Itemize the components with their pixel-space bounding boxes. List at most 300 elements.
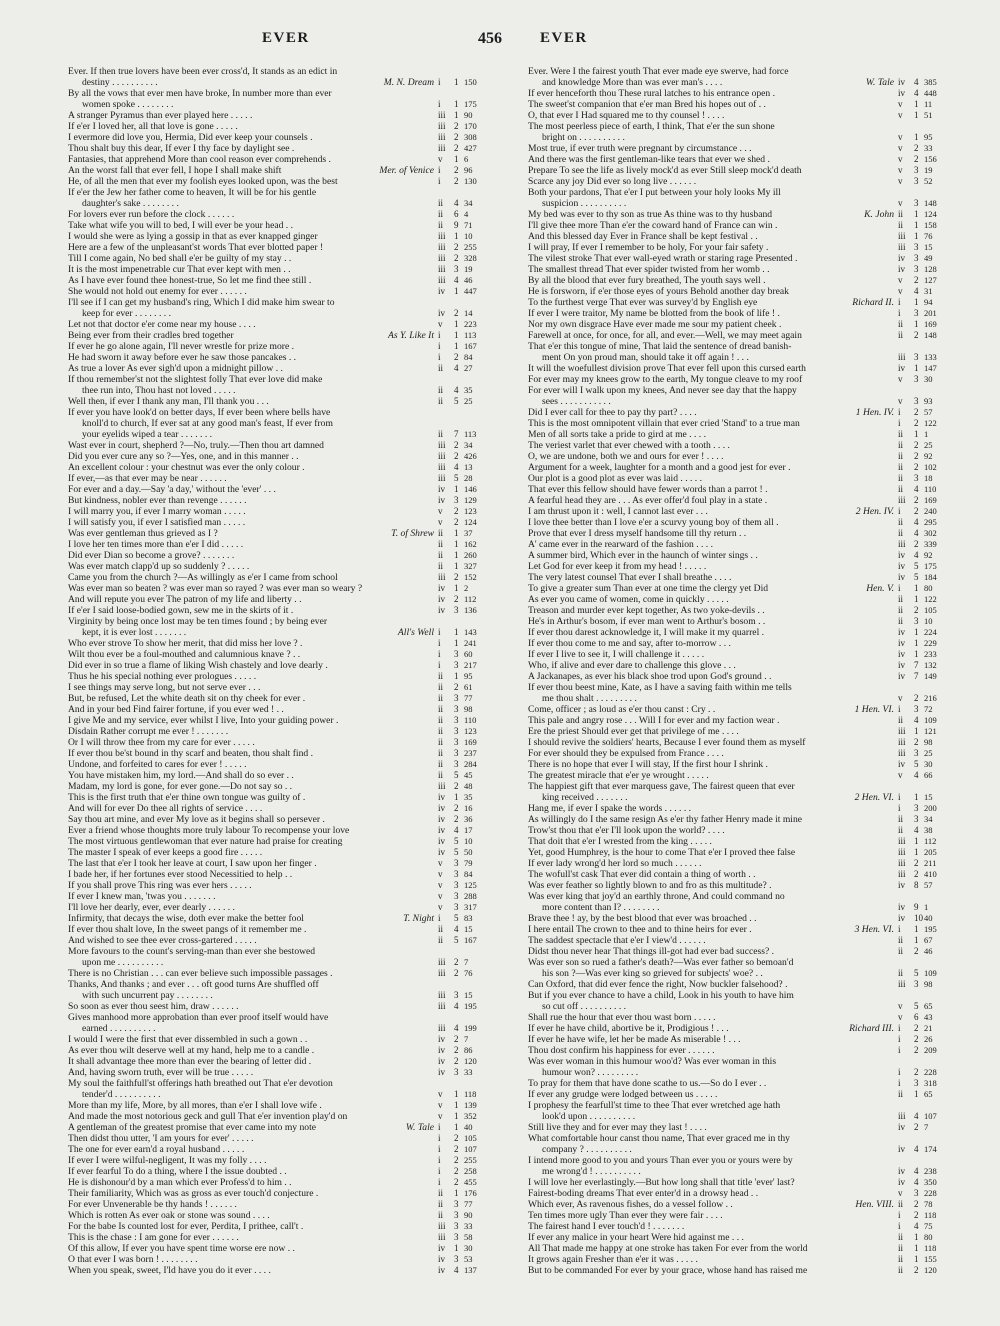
entry-act: iii	[898, 1112, 906, 1121]
entry-scene: 5	[914, 573, 919, 582]
entry-reference	[894, 177, 946, 187]
entry-text: For ever Unvenerable be thy hands ! . . . . . .	[68, 1200, 237, 1210]
concordance-entry	[68, 1123, 486, 1134]
concordance-entry	[68, 826, 486, 837]
entry-line: 132	[924, 661, 937, 670]
entry-scene: 1	[914, 320, 919, 329]
concordance-entry	[528, 716, 946, 727]
concordance-entry	[528, 496, 946, 507]
entry-reference	[434, 353, 486, 363]
entry-reference	[894, 980, 946, 990]
entry-text: Argument for a week, laughter for a month and a good jest for ever .	[528, 463, 791, 473]
entry-line: 96	[464, 166, 473, 175]
entry-scene: 4	[454, 276, 459, 285]
entry-line: 137	[464, 1266, 477, 1275]
entry-text: Prepare To see the life as lively mock'd as ever Still sleep mock'd death	[528, 166, 802, 176]
entry-line: 90	[464, 111, 473, 120]
entry-text: women spoke . . . . . . . .	[82, 100, 174, 110]
entry-play-title: 2 Hen. VI.	[854, 793, 894, 803]
entry-act: iii	[438, 111, 446, 120]
entry-act: iii	[898, 749, 906, 758]
entry-line: 33	[924, 144, 933, 153]
concordance-entry	[68, 936, 486, 947]
entry-act: ii	[438, 683, 444, 692]
entry-scene: 3	[454, 705, 459, 714]
concordance-entry	[528, 705, 946, 716]
entry-line: 13	[464, 463, 473, 472]
entry-line: 260	[464, 551, 477, 560]
concordance-entry	[68, 1068, 486, 1079]
entry-text: Let not that doctor e'er come near my house . . . .	[68, 320, 256, 330]
entry-scene: 1	[914, 650, 919, 659]
entry-line: 46	[924, 947, 933, 956]
entry-scene: 2	[454, 804, 459, 813]
entry-line: 25	[924, 749, 933, 758]
entry-reference	[894, 650, 946, 660]
entry-line: 427	[464, 144, 477, 153]
entry-scene: 5	[454, 474, 459, 483]
concordance-entry	[528, 980, 946, 991]
entry-reference	[434, 1079, 486, 1089]
concordance-entry	[528, 89, 946, 100]
entry-scene: 2	[914, 859, 919, 868]
entry-scene: 4	[454, 1002, 459, 1011]
entry-text: A Jackanapes, as ever his black shoe trod upon God's ground . .	[528, 672, 772, 682]
entry-text: He's in Arthur's bosom, if ever man went to Arthur's bosom . .	[528, 617, 766, 627]
entry-scene: 2	[454, 1145, 459, 1154]
entry-line: 15	[464, 991, 473, 1000]
entry-play-title: All's Well	[397, 628, 434, 638]
entry-line: 288	[464, 892, 477, 901]
entry-text: If you shall prove This ring was ever hers . . . . .	[68, 881, 252, 891]
entry-reference	[894, 1211, 946, 1221]
entry-scene: 5	[914, 760, 919, 769]
entry-line: 86	[464, 1046, 473, 1055]
entry-text: If ever fearful To do a thing, where I the issue doubted . .	[68, 1167, 287, 1177]
entry-line: 426	[464, 452, 477, 461]
entry-text: Thanks, And thanks ; and ever . . . oft good turns Are shuffled off	[68, 980, 319, 990]
entry-scene: 2	[454, 166, 459, 175]
entry-line: 105	[924, 606, 937, 615]
entry-line: 77	[464, 1200, 473, 1209]
entry-reference	[434, 573, 486, 583]
entry-scene: 1	[914, 364, 919, 373]
entry-text: To give a greater sum Than ever at one time the clergy yet Did	[528, 584, 769, 594]
entry-scene: 1	[914, 925, 919, 934]
entry-reference	[434, 1035, 486, 1045]
entry-text: I'll love her dearly, ever, ever dearly . . . . . .	[68, 903, 235, 913]
concordance-entry	[68, 419, 486, 430]
entry-reference	[894, 243, 946, 253]
concordance-entry	[68, 496, 486, 507]
entry-reference	[434, 925, 486, 935]
entry-line: 15	[924, 243, 933, 252]
entry-scene: 1	[454, 628, 459, 637]
entry-line: 124	[924, 210, 937, 219]
entry-scene: 1	[454, 1123, 459, 1132]
entry-line: 237	[464, 749, 477, 758]
concordance-entry	[68, 287, 486, 298]
entry-text: Madam, my lord is gone, for ever gone.—Do not say so . .	[68, 782, 293, 792]
entry-scene: 3	[454, 991, 459, 1000]
entry-scene: 2	[454, 595, 459, 604]
entry-text: As ever thou wilt deserve well at my hand, help me to a candle .	[68, 1046, 315, 1056]
entry-reference	[434, 1046, 486, 1056]
entry-act: iv	[438, 804, 446, 813]
entry-text: earned . . . . . . . . . .	[82, 1024, 156, 1034]
entry-line: 27	[464, 364, 473, 373]
entry-scene: 3	[914, 243, 919, 252]
entry-act: i	[898, 408, 901, 417]
entry-scene: 1	[454, 100, 459, 109]
concordance-entry	[68, 1145, 486, 1156]
concordance-entry	[528, 1046, 946, 1057]
entry-text: Say thou art mine, and ever My love as it begins shall so persever .	[68, 815, 325, 825]
entry-text: As willingly do I the same resign As e'er thy father Henry made it mine	[528, 815, 803, 825]
entry-reference	[434, 1233, 486, 1243]
concordance-entry	[68, 980, 486, 991]
entry-scene: 1	[914, 133, 919, 142]
entry-line: 308	[464, 133, 477, 142]
entry-scene: 3	[914, 1189, 919, 1198]
entry-reference	[434, 1244, 486, 1254]
entry-text: bright on . . . . . . . . . .	[542, 133, 625, 143]
entry-reference	[894, 210, 946, 220]
entry-text: For the babe Is counted lost for ever, Perdita, I prithee, call't .	[68, 1222, 304, 1232]
entry-line: 76	[924, 232, 933, 241]
entry-scene: 5	[454, 837, 459, 846]
concordance-entry	[68, 177, 486, 188]
concordance-entry	[528, 166, 946, 177]
entry-reference	[894, 529, 946, 539]
entry-text: All That made me happy at one stroke has taken For ever from the world	[528, 1244, 808, 1254]
entry-reference	[894, 1079, 946, 1089]
entry-act: ii	[438, 925, 444, 934]
entry-text: When you speak, sweet, I'ld have you do it ever . . . .	[68, 1266, 271, 1276]
entry-act: iv	[898, 562, 906, 571]
entry-scene: 1	[454, 1244, 459, 1253]
entry-act: v	[438, 903, 443, 912]
entry-reference	[434, 540, 486, 550]
entry-reference	[894, 254, 946, 264]
entry-line: 6	[464, 155, 469, 164]
entry-text: upon me . . . . . . . . . .	[82, 958, 164, 968]
entry-reference	[894, 474, 946, 484]
entry-reference	[894, 892, 946, 902]
entry-text: tender'd . . . . . . . . . .	[82, 1090, 161, 1100]
entry-act: i	[898, 419, 901, 428]
concordance-entry	[68, 837, 486, 848]
entry-text: This is the first truth that e'er thine own tongue was guilty of .	[68, 793, 306, 803]
entry-reference	[894, 584, 946, 594]
entry-scene: 1	[914, 100, 919, 109]
entry-reference	[894, 738, 946, 748]
entry-reference	[434, 991, 486, 1001]
entry-reference	[434, 969, 486, 979]
entry-reference	[894, 661, 946, 671]
entry-scene: 3	[454, 265, 459, 274]
entry-text: If ever you have look'd on better days, If ever been where bells have	[68, 408, 331, 418]
entry-scene: 1	[914, 232, 919, 241]
entry-scene: 3	[914, 815, 919, 824]
entry-scene: 2	[454, 815, 459, 824]
concordance-entry	[528, 210, 946, 221]
entry-scene: 4	[454, 364, 459, 373]
entry-act: i	[438, 1145, 441, 1154]
entry-line: 224	[924, 628, 937, 637]
concordance-entry	[528, 892, 946, 903]
entry-act: ii	[898, 529, 904, 538]
entry-reference	[894, 617, 946, 627]
concordance-entry	[68, 1178, 486, 1189]
concordance-entry	[68, 133, 486, 144]
entry-reference	[894, 914, 946, 924]
entry-line: 10	[924, 617, 933, 626]
entry-scene: 3	[454, 1211, 459, 1220]
entry-act: ii	[438, 1189, 444, 1198]
entry-text: If ever I live to see it, I will challenge it . . . . .	[528, 650, 705, 660]
concordance-entry	[68, 925, 486, 936]
entry-reference	[434, 320, 486, 330]
entry-line: 95	[924, 133, 933, 142]
entry-line: 31	[924, 287, 933, 296]
entry-scene: 1	[454, 1090, 459, 1099]
entry-scene: 2	[914, 738, 919, 747]
entry-scene: 2	[914, 1200, 919, 1209]
entry-play-title: 2 Hen. IV.	[855, 507, 894, 517]
entry-text: Their familiarity, Which was as gross as ever touch'd conjecture .	[68, 1189, 319, 1199]
entry-reference	[434, 474, 486, 484]
entry-text: More favours to the count's serving-man than ever she bestowed	[68, 947, 316, 957]
entry-reference	[434, 67, 486, 77]
entry-act: i	[438, 166, 441, 175]
entry-play-title: Mer. of Venice	[379, 166, 434, 176]
entry-line: 113	[464, 430, 477, 439]
concordance-entry	[68, 562, 486, 573]
entry-text: He had sworn it away before ever he saw those pancakes . .	[68, 353, 297, 363]
entry-line: 30	[464, 1244, 473, 1253]
entry-line: 146	[464, 485, 477, 494]
entry-reference	[894, 155, 946, 165]
entry-text: The veriest varlet that ever chewed with a tooth . . . .	[528, 441, 730, 451]
entry-text: Yet, good Humphrey, is the hour to come That e'er I proved thee false	[528, 848, 796, 858]
entry-act: iii	[898, 859, 906, 868]
entry-text: Prove that ever I dress myself handsome till thy return . .	[528, 529, 747, 539]
entry-text: It is the most impenetrable cur That ever kept with men . .	[68, 265, 291, 275]
entry-reference	[894, 419, 946, 429]
concordance-entry	[528, 474, 946, 485]
entry-text: Well then, if ever I thank any man, I'll thank you . . .	[68, 397, 269, 407]
entry-act: ii	[898, 210, 904, 219]
entry-reference	[894, 1123, 946, 1133]
entry-act: ii	[438, 1200, 444, 1209]
entry-line: 65	[924, 1090, 933, 1099]
entry-scene: 1	[914, 848, 919, 857]
concordance-entry	[528, 837, 946, 848]
entry-scene: 9	[454, 221, 459, 230]
entry-line: 79	[464, 859, 473, 868]
entry-text: For ever may my knees grow to the earth, My tongue cleave to my roof	[528, 375, 803, 385]
entry-text: If ever thou shalt love, In the sweet pangs of it remember me .	[68, 925, 307, 935]
entry-scene: 3	[454, 1233, 459, 1242]
entry-line: 94	[924, 298, 933, 307]
entry-reference	[894, 386, 946, 396]
concordance-entry	[528, 309, 946, 320]
entry-text: Did ever Dian so become a grove? . . . . . . .	[68, 551, 235, 561]
entry-act: ii	[438, 430, 444, 439]
entry-scene: 4	[914, 1222, 919, 1231]
entry-line: 1	[924, 903, 929, 912]
entry-scene: 3	[454, 760, 459, 769]
entry-act: ii	[898, 815, 904, 824]
entry-act: ii	[438, 760, 444, 769]
entry-line: 4	[464, 210, 469, 219]
entry-reference	[434, 936, 486, 946]
concordance-entry	[528, 870, 946, 881]
entry-reference	[434, 551, 486, 561]
entry-text: Gives manhood more approbation than ever proof itself would have	[68, 1013, 329, 1023]
concordance-entry	[528, 881, 946, 892]
entry-act: iv	[438, 309, 446, 318]
concordance-entry	[68, 628, 486, 639]
entry-act: ii	[438, 562, 444, 571]
entry-act: iii	[898, 980, 906, 989]
entry-scene: 3	[454, 892, 459, 901]
entry-line: 57	[924, 881, 933, 890]
entry-line: 228	[924, 1068, 937, 1077]
concordance-entry	[528, 1090, 946, 1101]
concordance-entry	[68, 947, 486, 958]
entry-reference	[434, 452, 486, 462]
entry-text: Did you ever cure any so ?—Yes, one, and in this manner . .	[68, 452, 299, 462]
entry-act: i	[438, 331, 441, 340]
entry-reference	[894, 320, 946, 330]
entry-text: If ever thou beest mine, Kate, as I have a saving faith within me tells	[528, 683, 792, 693]
concordance-entry	[68, 1035, 486, 1046]
entry-text: It will the woefullest division prove That ever fell upon this cursed earth	[528, 364, 806, 374]
entry-reference	[894, 1057, 946, 1067]
entry-act: ii	[438, 386, 444, 395]
entry-reference	[434, 1013, 486, 1023]
entry-act: iv	[438, 1255, 446, 1264]
concordance-entry	[528, 958, 946, 969]
entry-reference	[894, 441, 946, 451]
entry-scene: 2	[914, 144, 919, 153]
entry-scene: 3	[454, 606, 459, 615]
entry-text: By all the blood that ever fury breathed, The youth says well .	[528, 276, 766, 286]
entry-line: 92	[924, 452, 933, 461]
concordance-entry	[528, 1222, 946, 1233]
entry-act: ii	[438, 551, 444, 560]
entry-line: 195	[924, 925, 937, 934]
concordance-entry	[68, 738, 486, 749]
entry-line: 18	[924, 474, 933, 483]
entry-text: Was ever man so beaten ? was ever man so rayed ? was ever man so weary ?	[68, 584, 363, 594]
entry-line: 118	[924, 1244, 937, 1253]
entry-line: 43	[924, 1013, 933, 1022]
entry-reference	[434, 199, 486, 209]
entry-line: 10	[464, 837, 473, 846]
entry-line: 95	[464, 672, 473, 681]
concordance-entry	[68, 749, 486, 760]
entry-act: ii	[898, 463, 904, 472]
entry-line: 174	[924, 1145, 937, 1154]
entry-reference	[434, 529, 486, 539]
entry-act: i	[438, 1156, 441, 1165]
concordance-entry	[68, 111, 486, 122]
entry-scene: 5	[914, 1002, 919, 1011]
entry-reference	[894, 1156, 946, 1166]
concordance-entry	[68, 1189, 486, 1200]
entry-text: By all the vows that ever men have broke, In number more than ever	[68, 89, 332, 99]
concordance-entry	[528, 793, 946, 804]
entry-scene: 4	[914, 89, 919, 98]
entry-act: iv	[898, 89, 906, 98]
entry-line: 78	[924, 1200, 933, 1209]
entry-text: suspicion . . . . . . . . . .	[542, 199, 627, 209]
entry-text: And will repute you ever The patron of my life and liberty . .	[68, 595, 302, 605]
entry-act: iv	[898, 1145, 906, 1154]
entry-line: 385	[924, 78, 937, 87]
entry-scene: 4	[914, 1145, 919, 1154]
entry-reference	[434, 782, 486, 792]
entry-act: iv	[438, 793, 446, 802]
entry-act: i	[438, 353, 441, 362]
concordance-entry	[68, 89, 486, 100]
entry-scene: 1	[454, 551, 459, 560]
entry-text: Let God for ever keep it from my head ! . . . . .	[528, 562, 707, 572]
entry-text: Wast ever in court, shepherd ?—No, truly.—Then thou art damned	[68, 441, 324, 451]
entry-scene: 1	[914, 628, 919, 637]
concordance-entry	[68, 331, 486, 342]
entry-reference	[894, 309, 946, 319]
entry-act: v	[898, 177, 903, 186]
entry-act: iv	[438, 1046, 446, 1055]
entry-line: 127	[924, 276, 937, 285]
entry-scene: 2	[454, 1046, 459, 1055]
entry-text: And in your bed Find fairer fortune, if you ever wed ! . .	[68, 705, 284, 715]
entry-scene: 1	[914, 221, 919, 230]
entry-scene: 4	[454, 199, 459, 208]
entry-text: Shall rue the hour that ever thou wast born . . . . .	[528, 1013, 716, 1023]
entry-text: Who, if alive and ever dare to challenge this glove . . .	[528, 661, 736, 671]
entry-text: Ever a friend whose thoughts more truly labour To recompense your love	[68, 826, 350, 836]
entry-scene: 1	[454, 287, 459, 296]
entry-text: Fantasies, that apprehend More than cool reason ever comprehends .	[68, 155, 331, 165]
concordance-entry	[68, 870, 486, 881]
entry-line: 130	[464, 177, 477, 186]
entry-scene: 1	[914, 639, 919, 648]
entry-scene: 1	[454, 1101, 459, 1110]
entry-text: My soul the faithfull'st offerings hath breathed out That e'er devotion	[68, 1079, 333, 1089]
entry-text: I love thee better than I love e'er a scurvy young boy of them all .	[528, 518, 779, 528]
concordance-entry	[528, 419, 946, 430]
entry-text: your eyelids wiped a tear . . . . . . .	[82, 430, 213, 440]
entry-reference	[894, 628, 946, 638]
entry-act: iii	[438, 265, 446, 274]
entry-text: keep for ever . . . . . . . .	[82, 309, 171, 319]
entry-line: 80	[924, 1233, 933, 1242]
concordance-entry	[528, 276, 946, 287]
entry-scene: 8	[914, 881, 919, 890]
entry-line: 317	[464, 903, 477, 912]
entry-text: Most true, if ever truth were pregnant by circumstance . . .	[528, 144, 752, 154]
entry-scene: 1	[914, 837, 919, 846]
entry-scene: 1	[454, 540, 459, 549]
entry-scene: 3	[454, 870, 459, 879]
concordance-entry	[528, 947, 946, 958]
entry-text: Was ever king that joy'd an earthly throne, And could command no	[528, 892, 785, 902]
